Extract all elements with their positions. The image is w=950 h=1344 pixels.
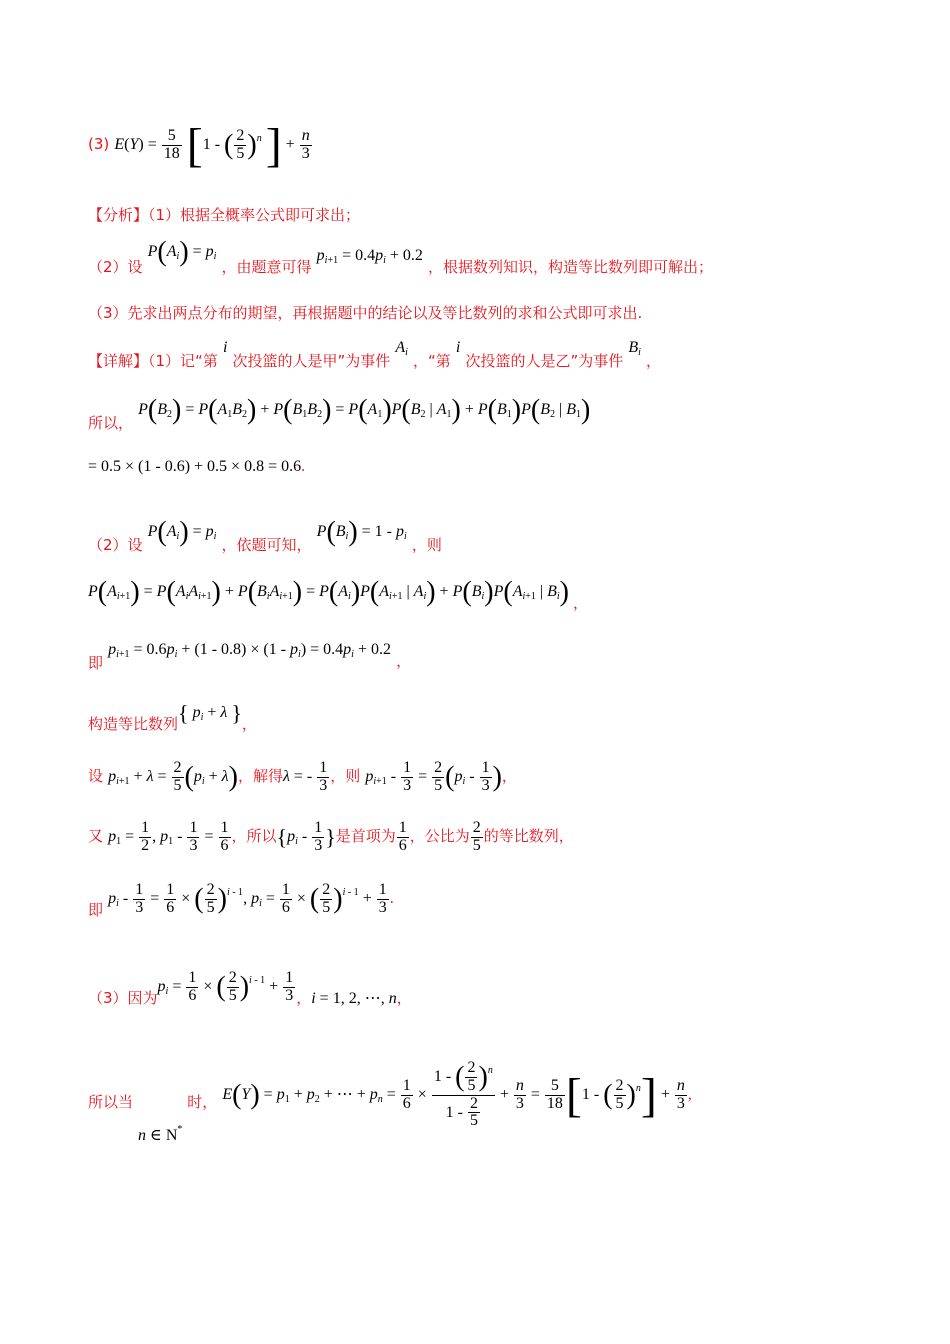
detail-is-first: 是首项为 — [335, 826, 396, 845]
detail-p2-c: ，则 — [411, 535, 442, 554]
detail-final — [88, 1059, 692, 1144]
detail-she: 设 — [88, 766, 104, 785]
detail-p1-c: ，“第 — [413, 352, 451, 370]
event-a: $A_i$ — [395, 339, 408, 358]
detail-p1-a: （1）记“第 — [148, 352, 218, 370]
detail-when-b: 时， — [187, 1092, 218, 1111]
detail-solve: ，解得 — [237, 766, 283, 785]
event-index-i: i — [222, 339, 228, 356]
pi-formula: $p_i$ = $\frac{1}{6}$ × ( $\frac{2}{5}$ )$^{i - 1}$ + $\frac{1}{3}$ — [157, 969, 294, 1004]
analysis-part1-text: （1）根据全概率公式即可求出； — [148, 206, 361, 224]
detail-p1-d: 次投篮的人是乙”为事件 — [465, 352, 624, 370]
analysis-part2-a: （2）设 — [88, 257, 143, 276]
detail-so: 所以， — [88, 413, 134, 432]
answer-3 — [88, 118, 313, 173]
detail-comma-4: ， — [501, 766, 517, 785]
recurrence-result: $p_{i+1} = 0.6p_i + (1 - 0.8) \times (1 - p_i) = 0.4p_i + 0.2$ — [108, 641, 391, 660]
analysis-part2-b: ，由题意可得 — [221, 257, 312, 276]
detail-p2-a: （2）设 — [88, 535, 143, 554]
detail-p1-e: ， — [645, 352, 661, 370]
event-index-i-2: i — [455, 339, 461, 356]
shifted-recurrence: $p_{i+1}$ - $\frac{1}{3}$ = $\frac{2}{5}$ ($p_i$ - $\frac{1}{3}$ ) — [365, 759, 502, 794]
detail-p1-b: 次投篮的人是甲”为事件 — [232, 352, 391, 370]
detail-part2-ji — [88, 638, 412, 672]
detail-p2-eq1: $P(A_i) = p_i$ — [147, 516, 217, 547]
expectation-sum: $E(Y) = p_1 + p_2$ + ⋯ + $p_n$ = $\frac{1}{6}$ × 1 - ( $\frac{2}{5}$ )$^n$ 1 - $\frac{2}{5}$ + $\frac{n}{3}$ = $\frac{5}{18}$ [1 - ( $\frac{2}{5}$ )$^n$] + $\frac{n}{3}$ , — [222, 1059, 692, 1130]
detail-part2-intro — [88, 516, 442, 554]
detail-ratio: ，公比为 — [409, 826, 470, 845]
detail-general-term — [88, 882, 394, 917]
index-range: i = 1, 2, ⋯, n — [311, 989, 397, 1007]
answer-3-label: (3) — [88, 135, 110, 154]
lambda-eq: $p_{i+1} + \lambda$ = $\frac{2}{5}$ $(p_i + \lambda)$ — [108, 759, 238, 794]
analysis-part2-c: ，根据数列知识，构造等比数列即可解出； — [428, 257, 714, 276]
total-probability-eq: $P(B_2) = P(A_1B_2) + P(B_1B_2) = P(A_1)P(B_2$ | $A_1) + P(B_1)P(B_2$ | $B_1$) — [138, 394, 591, 425]
n-in-naturals: n ∈ N* — [138, 1124, 183, 1144]
first-term-value: $\frac{1}{6}$ — [398, 819, 407, 854]
detail-set-lambda — [88, 760, 517, 795]
detail-geo: 的等比数列， — [483, 826, 574, 845]
detail-ji-2: 即 — [88, 900, 104, 919]
analysis-tag: 【分析】 — [88, 206, 149, 224]
lambda-value: λ = - $\frac{1}{3}$ — [282, 759, 328, 794]
general-term-eq: $p_i$ - $\frac{1}{3}$ = $\frac{1}{6}$ × ( $\frac{2}{5}$ )$^{i - 1}$, $p_i$ = $\frac{1}{6}$ × ( $\frac{2}{5}$ )$^{i - 1}$ + $\frac{1}{3}$ . — [108, 881, 394, 916]
detail-comma-3: ， — [241, 714, 257, 733]
analysis-part2 — [88, 236, 714, 276]
ratio-value: $\frac{2}{5}$ — [472, 819, 481, 854]
detail-suoyi: ，所以 — [231, 826, 277, 845]
detail-construct — [88, 700, 257, 733]
detail-part1-eq — [88, 394, 591, 432]
answer-3-formula: E(Y) = $\frac{5}{18}$ [1 - ( $\frac{2}{5}$ )$^n$ ] + $\frac{n}{3}$ — [114, 119, 310, 172]
detail-ze: ，则 — [330, 766, 361, 785]
detail-you: 又 — [88, 826, 104, 845]
analysis-part1 — [88, 204, 360, 225]
detail-part1-intro — [88, 336, 661, 370]
detail-tag: 【详解】 — [88, 352, 149, 370]
analysis-part2-eq2: $p_{i+1} = 0.4p_i + 0.2$ — [316, 246, 423, 266]
detail-p2-b: ，依题可知， — [221, 535, 312, 554]
detail-part1-calc: = 0.5 × (1 - 0.6) + 0.5 × 0.8 = 0.6. — [88, 458, 306, 475]
event-b: $B_i$ — [628, 339, 641, 358]
detail-comma-2: ， — [396, 652, 412, 670]
recurrence-expansion: $P(A_{i+1}) = P(A_iA_{i+1}) + P(B_iA_{i+1}) = P(A_i)P(A_{i+1}$ | $A_i) + P(B_i)P(A_{i+1}$ | $B_i$) — [88, 576, 569, 607]
detail-p3-a: （3）因为 — [88, 988, 158, 1007]
first-term-eq: $p_1$ = $\frac{1}{2}$ , $p_1$ - $\frac{1}{3}$ = $\frac{1}{6}$ — [108, 819, 229, 854]
detail-comma-5: ， — [396, 988, 412, 1007]
geometric-seq: { $p_i + \lambda$ } — [178, 700, 242, 725]
detail-comma-1: ， — [572, 593, 588, 612]
detail-p3-b: ， — [296, 988, 312, 1007]
analysis-part3: （3）先求出两点分布的期望，再根据题中的结论以及等比数列的求和公式即可求出. — [88, 304, 643, 322]
detail-construct-text: 构造等比数列 — [88, 714, 179, 733]
detail-part2-eq — [88, 576, 588, 612]
detail-when-a: 所以当 — [88, 1092, 134, 1111]
analysis-part2-eq1: $P(A_i) = p_i$ — [147, 236, 217, 267]
detail-p2-eq2: $P(B_i) = 1 - p_i$ — [316, 516, 407, 547]
shifted-seq: {$p_i$ - $\frac{1}{3}$ } — [276, 819, 336, 854]
detail-first-term — [88, 820, 574, 855]
detail-part3-intro — [88, 970, 412, 1005]
detail-ji-1: 即 — [88, 654, 104, 672]
